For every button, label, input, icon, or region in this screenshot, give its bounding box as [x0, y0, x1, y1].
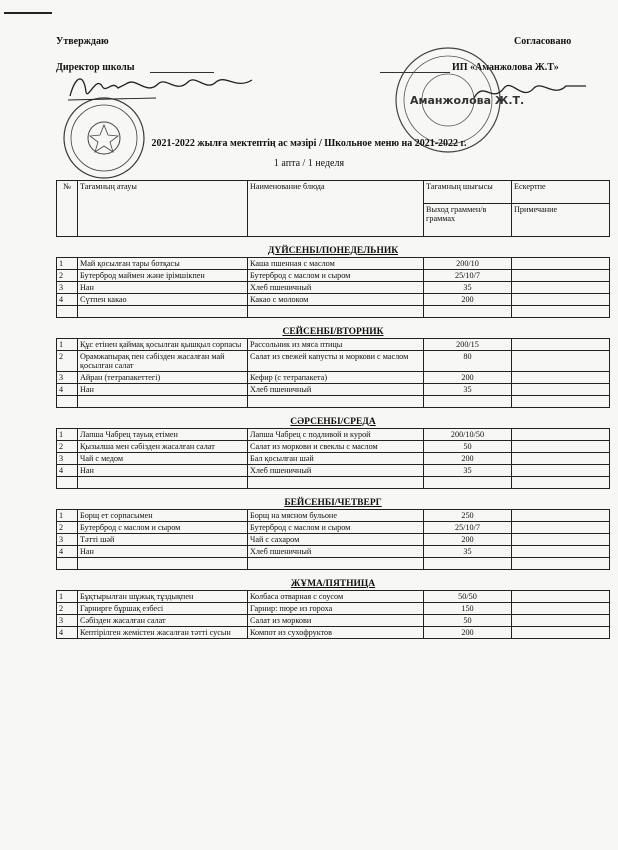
dish-name-ru: Бал қосылған шәй — [248, 453, 424, 465]
empty-row — [57, 306, 610, 318]
table-row — [57, 258, 610, 270]
row-number: 2 — [57, 351, 78, 372]
agreed-label: Согласовано — [514, 36, 572, 47]
dish-name-ru: Колбаса отварная с соусом — [248, 591, 424, 603]
dish-yield: 50 — [424, 441, 512, 453]
empty-cell — [57, 306, 78, 318]
week-label: 1 апта / 1 неделя — [273, 158, 345, 169]
row-number: 3 — [57, 282, 78, 294]
dish-name-kz: Құс етінен қаймақ қосылған қышқыл сорпасы — [78, 339, 248, 351]
stamp-name: Аманжолова Ж.Т. — [410, 94, 525, 107]
dish-name-kz: Лапша Чабрец тауық етімен — [78, 429, 248, 441]
dish-yield: 35 — [424, 465, 512, 477]
dish-yield: 200/10 — [424, 258, 512, 270]
dish-note — [512, 534, 610, 546]
header-number: № — [57, 181, 78, 237]
dish-note — [512, 282, 610, 294]
ip-signature — [470, 74, 590, 108]
table-row — [57, 384, 610, 396]
dish-note — [512, 615, 610, 627]
dish-note — [512, 339, 610, 351]
empty-row — [57, 558, 610, 570]
row-number: 1 — [57, 591, 78, 603]
dish-name-kz: Орамжапырақ пен сәбізден жасалған май қосылған салат — [78, 351, 248, 372]
row-number: 1 — [57, 258, 78, 270]
dish-yield: 35 — [424, 546, 512, 558]
table-row — [57, 591, 610, 603]
dish-yield: 80 — [424, 351, 512, 372]
empty-cell — [248, 396, 424, 408]
dish-name-ru: Хлеб пшеничный — [248, 465, 424, 477]
dish-yield: 25/10/7 — [424, 522, 512, 534]
dish-note — [512, 258, 610, 270]
dish-name-kz: Май қосылған тары ботқасы — [78, 258, 248, 270]
empty-cell — [78, 477, 248, 489]
dish-note — [512, 384, 610, 396]
table-header-row — [57, 181, 610, 204]
empty-cell — [424, 396, 512, 408]
row-number: 1 — [57, 510, 78, 522]
approve-label: Утверждаю — [56, 36, 109, 47]
dish-name-kz: Нан — [78, 384, 248, 396]
dish-name-ru: Каша пшенная с маслом — [248, 258, 424, 270]
table-row — [57, 372, 610, 384]
row-number: 2 — [57, 522, 78, 534]
dish-name-kz: Бутерброд маймен және ірімшікпен — [78, 270, 248, 282]
dish-note — [512, 510, 610, 522]
dish-yield: 25/10/7 — [424, 270, 512, 282]
row-number: 2 — [57, 441, 78, 453]
day-title: СӘРСЕНБІ/СРЕДА — [57, 408, 610, 429]
row-number: 3 — [57, 453, 78, 465]
menu-table — [56, 180, 610, 639]
row-number: 1 — [57, 339, 78, 351]
dish-name-ru: Хлеб пшеничный — [248, 546, 424, 558]
dish-yield: 250 — [424, 510, 512, 522]
dish-yield: 150 — [424, 603, 512, 615]
empty-row — [57, 396, 610, 408]
dish-name-ru: Борщ на мясном бульоне — [248, 510, 424, 522]
table-row — [57, 522, 610, 534]
corner-mark — [4, 12, 52, 14]
day-heading-row — [57, 318, 610, 339]
dish-note — [512, 270, 610, 282]
dish-name-ru: Салат из свежей капусты и моркови с маслом — [248, 351, 424, 372]
row-number: 4 — [57, 546, 78, 558]
day-title: ЖҰМА/ПЯТНИЦА — [57, 570, 610, 591]
empty-cell — [424, 306, 512, 318]
row-number: 2 — [57, 270, 78, 282]
director-signature — [66, 66, 266, 106]
document-title: 2021-2022 жылға мектептің ас мәзірі / Школьное меню на 2021-2022 г. — [151, 138, 467, 149]
empty-cell — [57, 396, 78, 408]
dish-note — [512, 465, 610, 477]
row-number: 3 — [57, 372, 78, 384]
table-row — [57, 510, 610, 522]
dish-name-ru: Рассольник из мяса птицы — [248, 339, 424, 351]
row-number: 4 — [57, 384, 78, 396]
day-title: СЕЙСЕНБІ/ВТОРНИК — [57, 318, 610, 339]
dish-yield: 35 — [424, 282, 512, 294]
dish-note — [512, 591, 610, 603]
dish-note — [512, 429, 610, 441]
dish-name-kz: Нан — [78, 282, 248, 294]
dish-yield: 200/15 — [424, 339, 512, 351]
dish-name-ru: Хлеб пшеничный — [248, 384, 424, 396]
empty-cell — [512, 306, 610, 318]
dish-yield: 200 — [424, 627, 512, 639]
dish-note — [512, 453, 610, 465]
dish-name-ru: Лапша Чабрец с подливой и курой — [248, 429, 424, 441]
dish-name-kz: Қызылша мен сәбізден жасалған салат — [78, 441, 248, 453]
dish-name-ru: Салат из моркови — [248, 615, 424, 627]
row-number: 3 — [57, 534, 78, 546]
dish-yield: 200 — [424, 372, 512, 384]
dish-note — [512, 627, 610, 639]
dish-yield: 200 — [424, 534, 512, 546]
row-number: 1 — [57, 429, 78, 441]
dish-name-ru: Салат из моркови и свеклы с маслом — [248, 441, 424, 453]
dish-note — [512, 372, 610, 384]
dish-yield: 50 — [424, 615, 512, 627]
dish-name-ru: Какао с молоком — [248, 294, 424, 306]
dish-name-kz: Нан — [78, 465, 248, 477]
empty-cell — [78, 396, 248, 408]
ip-label: ИП «Аманжолова Ж.Т» — [452, 62, 559, 73]
table-row — [57, 270, 610, 282]
dish-name-kz: Тәтті шәй — [78, 534, 248, 546]
row-number: 4 — [57, 465, 78, 477]
dish-name-ru: Чай с сахаром — [248, 534, 424, 546]
header-name-ru: Наименование блюда — [248, 181, 424, 237]
day-title: БЕЙСЕНБІ/ЧЕТВЕРГ — [57, 489, 610, 510]
dish-name-ru: Гарнир: пюре из гороха — [248, 603, 424, 615]
row-number: 3 — [57, 615, 78, 627]
dish-yield: 200/10/50 — [424, 429, 512, 441]
header-note-ru: Примечание — [512, 204, 610, 237]
row-number: 4 — [57, 627, 78, 639]
dish-name-ru: Кефир (с тетрапакета) — [248, 372, 424, 384]
empty-cell — [248, 477, 424, 489]
table-row — [57, 615, 610, 627]
dish-note — [512, 441, 610, 453]
dish-note — [512, 294, 610, 306]
dish-name-kz: Борщ ет сорпасымен — [78, 510, 248, 522]
dish-yield: 35 — [424, 384, 512, 396]
header-name-kz: Тағамның атауы — [78, 181, 248, 237]
empty-cell — [248, 306, 424, 318]
dish-name-ru: Хлеб пшеничный — [248, 282, 424, 294]
day-heading-row — [57, 489, 610, 510]
table-row — [57, 627, 610, 639]
table-row — [57, 603, 610, 615]
dish-name-ru: Компот из сухофруктов — [248, 627, 424, 639]
empty-cell — [512, 558, 610, 570]
empty-cell — [78, 306, 248, 318]
dish-yield: 200 — [424, 294, 512, 306]
table-row — [57, 429, 610, 441]
dish-name-kz: Бұқтырылған шұжық тұздықпен — [78, 591, 248, 603]
empty-cell — [424, 558, 512, 570]
dish-yield: 200 — [424, 453, 512, 465]
table-row — [57, 282, 610, 294]
empty-cell — [78, 558, 248, 570]
row-number: 4 — [57, 294, 78, 306]
day-title: ДҮЙСЕНБІ/ПОНЕДЕЛЬНИК — [57, 237, 610, 258]
empty-cell — [57, 558, 78, 570]
dish-name-kz: Сүтпен какао — [78, 294, 248, 306]
row-number: 2 — [57, 603, 78, 615]
dish-name-kz: Нан — [78, 546, 248, 558]
empty-cell — [248, 558, 424, 570]
table-row — [57, 294, 610, 306]
day-heading-row — [57, 237, 610, 258]
table-row — [57, 351, 610, 372]
dish-name-kz: Айран (тетрапакеттегі) — [78, 372, 248, 384]
header-note-kz: Ескертпе — [512, 181, 610, 204]
table-row — [57, 453, 610, 465]
dish-note — [512, 546, 610, 558]
dish-name-ru: Бутерброд с маслом и сыром — [248, 270, 424, 282]
dish-note — [512, 351, 610, 372]
director-label: Директор школы — [56, 62, 135, 73]
empty-cell — [512, 477, 610, 489]
day-heading-row — [57, 408, 610, 429]
dish-name-kz: Чай с медом — [78, 453, 248, 465]
header-yield-kz: Тағамның шығысы — [424, 181, 512, 204]
dish-name-kz: Гарнирге бұршақ езбесі — [78, 603, 248, 615]
empty-cell — [57, 477, 78, 489]
dish-name-kz: Кептірілген жемістен жасалған тәтті сусын — [78, 627, 248, 639]
day-heading-row — [57, 570, 610, 591]
dish-name-kz: Сәбізден жасалған салат — [78, 615, 248, 627]
empty-cell — [512, 396, 610, 408]
table-row — [57, 534, 610, 546]
dish-name-ru: Бутерброд с маслом и сыром — [248, 522, 424, 534]
dish-note — [512, 522, 610, 534]
dish-name-kz: Бутерброд с маслом и сыром — [78, 522, 248, 534]
table-row — [57, 339, 610, 351]
empty-row — [57, 477, 610, 489]
dish-note — [512, 603, 610, 615]
empty-cell — [424, 477, 512, 489]
table-row — [57, 465, 610, 477]
header-yield-ru: Выход граммен/в граммах — [424, 204, 512, 237]
table-row — [57, 441, 610, 453]
dish-yield: 50/50 — [424, 591, 512, 603]
table-row — [57, 546, 610, 558]
